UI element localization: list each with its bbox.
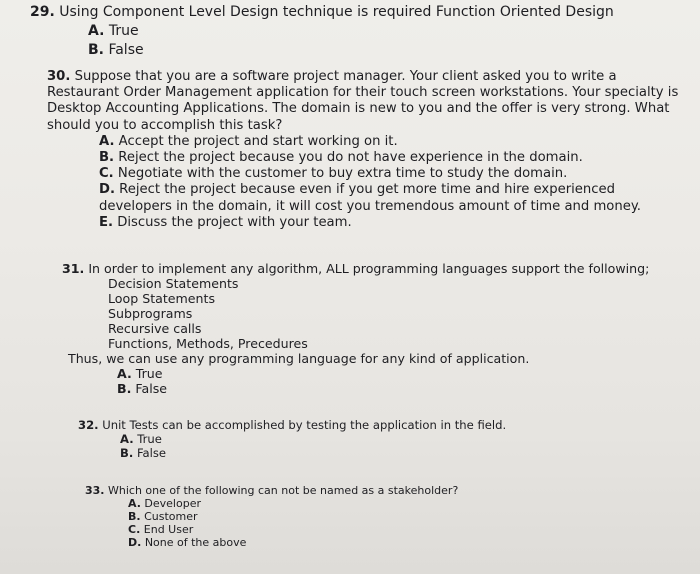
option-c: C. End User xyxy=(128,523,194,536)
option-e: E. Discuss the project with your team. xyxy=(99,214,352,230)
question-number: 32. xyxy=(78,418,99,432)
option-b: B. False xyxy=(117,381,168,396)
list-item: Functions, Methods, Precedures xyxy=(108,336,308,351)
question-number: 29. xyxy=(30,4,55,20)
question-33-stem xyxy=(85,484,458,497)
question-text-line: Desktop Accounting Applications. The domain is new to you and the offer is very strong. What xyxy=(47,101,670,117)
option-b: B. Customer xyxy=(128,510,198,523)
option-b: B. False xyxy=(88,42,144,58)
option-d: D. None of the above xyxy=(128,536,247,549)
question-text-line: Restaurant Order Management application for their touch screen workstations. Your specialty is xyxy=(47,85,679,101)
question-29-stem xyxy=(30,3,614,22)
question-33 xyxy=(85,484,458,549)
question-31 xyxy=(62,261,649,396)
options-list xyxy=(128,497,458,549)
option-a: A. Developer xyxy=(128,497,201,510)
list-item: Loop Statements xyxy=(108,291,216,306)
options-list xyxy=(120,432,506,460)
option-a: A. Accept the project and start working on it. xyxy=(99,133,398,149)
options-list xyxy=(117,366,649,396)
option-a: A. True xyxy=(117,366,163,381)
question-text-line: 30. Suppose that you are a software project manager. Your client asked you to write a xyxy=(47,69,617,84)
list-item: Recursive calls xyxy=(108,321,202,336)
question-32 xyxy=(78,418,506,460)
question-text: Using Component Level Design technique is required Function Oriented Design xyxy=(59,4,614,20)
question-32-stem xyxy=(78,418,506,432)
option-b: B. Reject the project because you do not have experience in the domain. xyxy=(99,150,583,166)
question-text: Which one of the following can not be named as a stakeholder? xyxy=(108,484,459,497)
question-text: Unit Tests can be accomplished by testing the application in the field. xyxy=(102,418,507,432)
list-item: Decision Statements xyxy=(108,276,239,291)
question-29 xyxy=(30,3,614,60)
question-number: 31. xyxy=(62,261,85,276)
options-list xyxy=(88,22,614,60)
list-item: Subprograms xyxy=(108,306,193,321)
feature-list xyxy=(108,276,649,351)
options-list xyxy=(99,134,687,231)
option-d: D. Reject the project because even if you get more time and hire experienced xyxy=(99,182,616,198)
question-number: 33. xyxy=(85,484,105,497)
option-d-continued: developers in the domain, it will cost you tremendous amount of time and money. xyxy=(99,198,641,214)
option-a: A. True xyxy=(88,23,139,39)
question-conclusion: Thus, we can use any programming language for any kind of application. xyxy=(68,351,530,366)
question-30 xyxy=(47,69,687,231)
question-text-line: should you to accomplish this task? xyxy=(47,117,283,133)
question-31-stem xyxy=(62,261,649,276)
option-b: B. False xyxy=(120,446,167,460)
option-c: C. Negotiate with the customer to buy extra time to study the domain. xyxy=(99,166,568,182)
question-text: In order to implement any algorithm, ALL programming languages support the following; xyxy=(88,261,650,276)
question-number: 30. xyxy=(47,69,71,84)
option-a: A. True xyxy=(120,432,162,446)
